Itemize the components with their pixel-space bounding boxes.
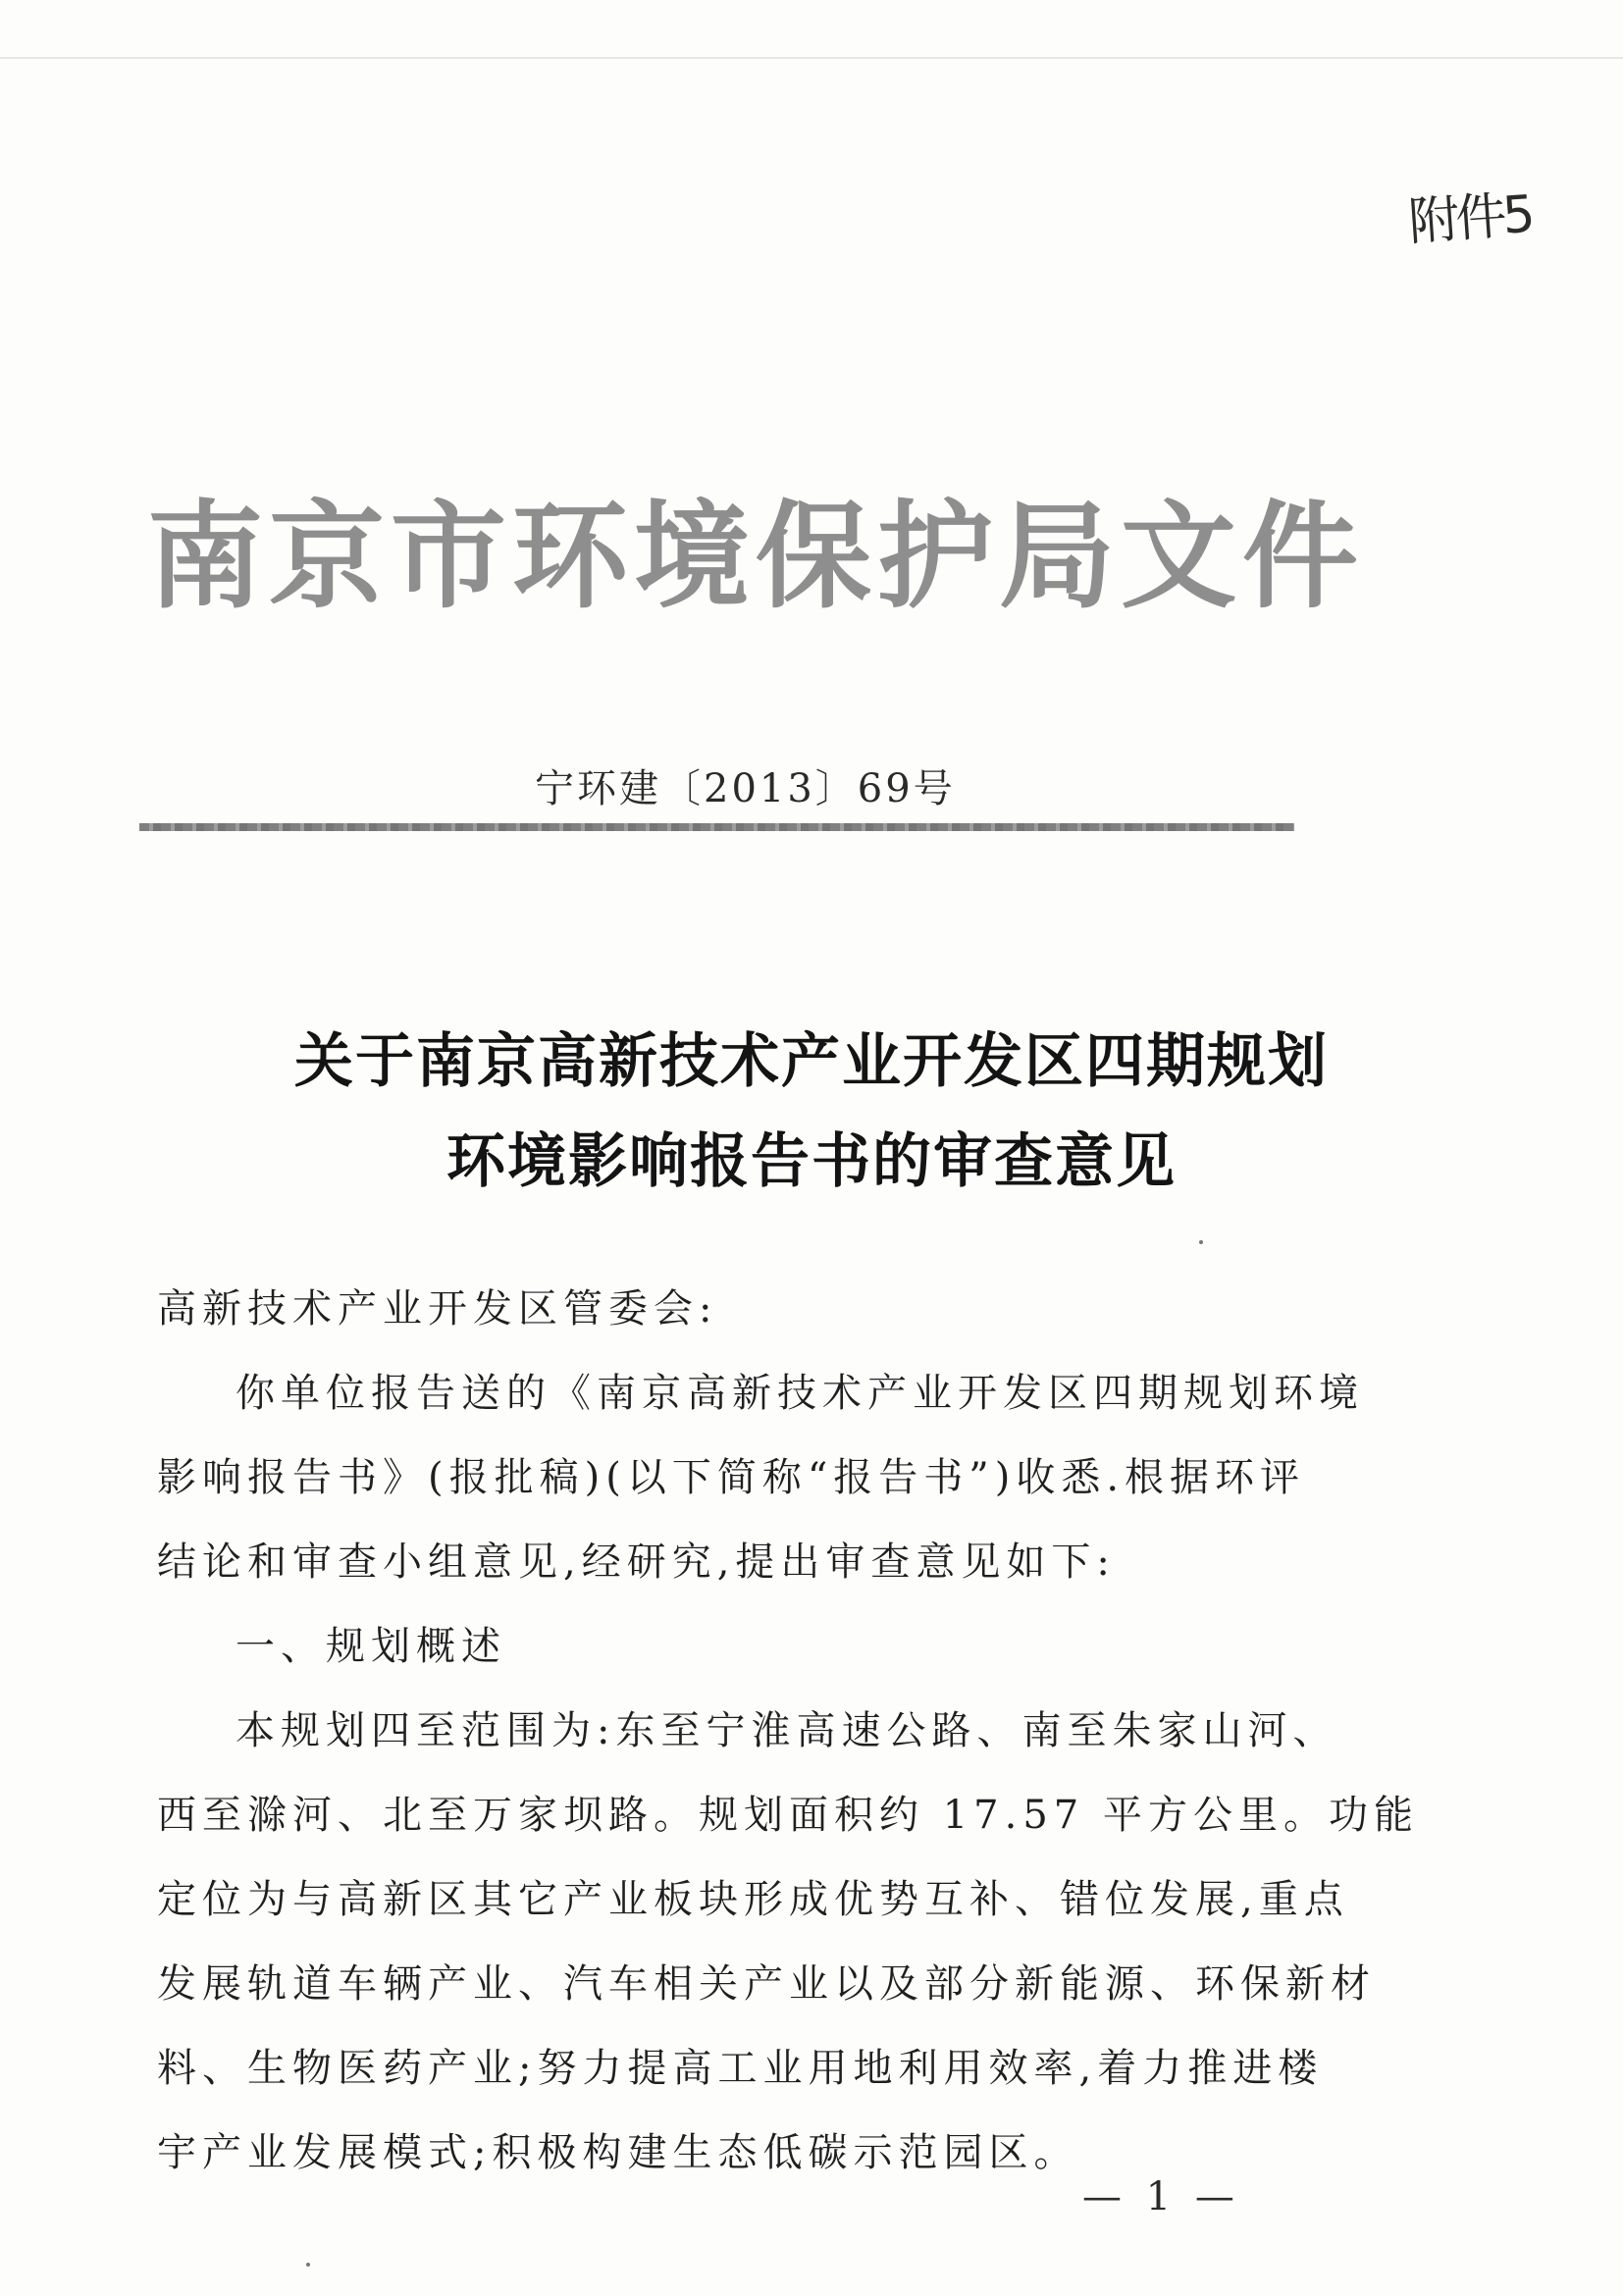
document-title-line-1: 关于南京高新技术产业开发区四期规划 xyxy=(294,1027,1329,1096)
body-line: 宇产业发展模式;积极构建生态低碳示范园区。 xyxy=(157,2130,1079,2175)
salutation: 高新技术产业开发区管委会: xyxy=(157,1286,718,1331)
handwritten-annotation: 附件5 xyxy=(1406,184,1534,253)
body-line: 西至滁河、北至万家坝路。规划面积约 17.57 平方公里。功能 xyxy=(157,1793,1419,1838)
body-line: 定位为与高新区其它产业板块形成优势互补、错位发展,重点 xyxy=(157,1877,1349,1922)
body-line: 料、生物医药产业;努力提高工业用地利用效率,着力推进楼 xyxy=(157,2046,1324,2091)
body-line: 你单位报告送的《南京高新技术产业开发区四期规划环境 xyxy=(236,1371,1364,1416)
scan-edge-line xyxy=(0,57,1623,59)
document-title-line-2: 环境影响报告书的审查意见 xyxy=(446,1127,1177,1196)
page-number: — 1 — xyxy=(1082,2174,1240,2219)
body-line: 影响报告书》(报批稿)(以下简称“报告书”)收悉.根据环评 xyxy=(157,1455,1306,1500)
scan-speck xyxy=(306,2263,310,2267)
body-line: 发展轨道车辆产业、汽车相关产业以及部分新能源、环保新材 xyxy=(157,1961,1376,2007)
document-number: 宁环建〔2013〕69号 xyxy=(535,766,956,811)
scan-speck xyxy=(1199,1240,1203,1244)
masthead-divider-rule xyxy=(139,823,1294,831)
section-heading: 一、规划概述 xyxy=(236,1624,506,1669)
body-line: 结论和审查小组意见,经研究,提出审查意见如下: xyxy=(157,1539,1116,1585)
document-masthead: 南京市环境保护局文件 xyxy=(147,488,1365,624)
body-line: 本规划四至范围为:东至宁淮高速公路、南至朱家山河、 xyxy=(236,1708,1338,1753)
